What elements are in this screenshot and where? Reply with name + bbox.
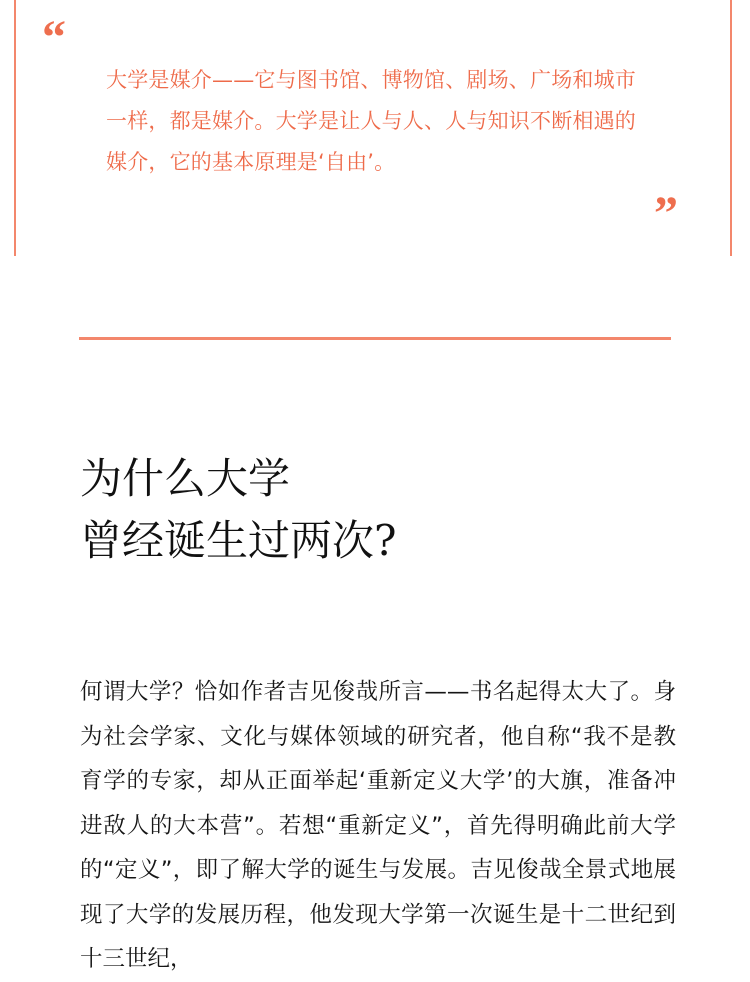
heading-line-1: 为什么大学 <box>80 454 291 503</box>
heading-line-2: 曾经诞生过两次? <box>80 516 397 565</box>
close-quote-mark: ” <box>654 187 678 240</box>
section-heading <box>80 448 680 572</box>
open-quote-mark: “ <box>42 11 66 64</box>
section-divider <box>79 337 671 340</box>
body-paragraph: 何谓大学？恰如作者吉见俊哉所言——书名起得太大了。身为社会学家、文化与媒体领域的研究者，他自称“我不是教育学的专家，却从正面举起‘重新定义大学’的大旗，准备冲进敌人的大本营”。若想“重新定义”，首先得明确此前大学的“定义”，即了解大学的诞生与发展。吉见俊哉全景式地展现了大学的发展历程，他发现大学第一次诞生是十二世纪到十三世纪， <box>80 679 676 972</box>
pull-quote-text: 大学是媒介——它与图书馆、博物馆、剧场、广场和城市一样，都是媒介。大学是让人与人、人与知识不断相遇的媒介，它的基本原理是‘自由’。 <box>106 68 636 174</box>
